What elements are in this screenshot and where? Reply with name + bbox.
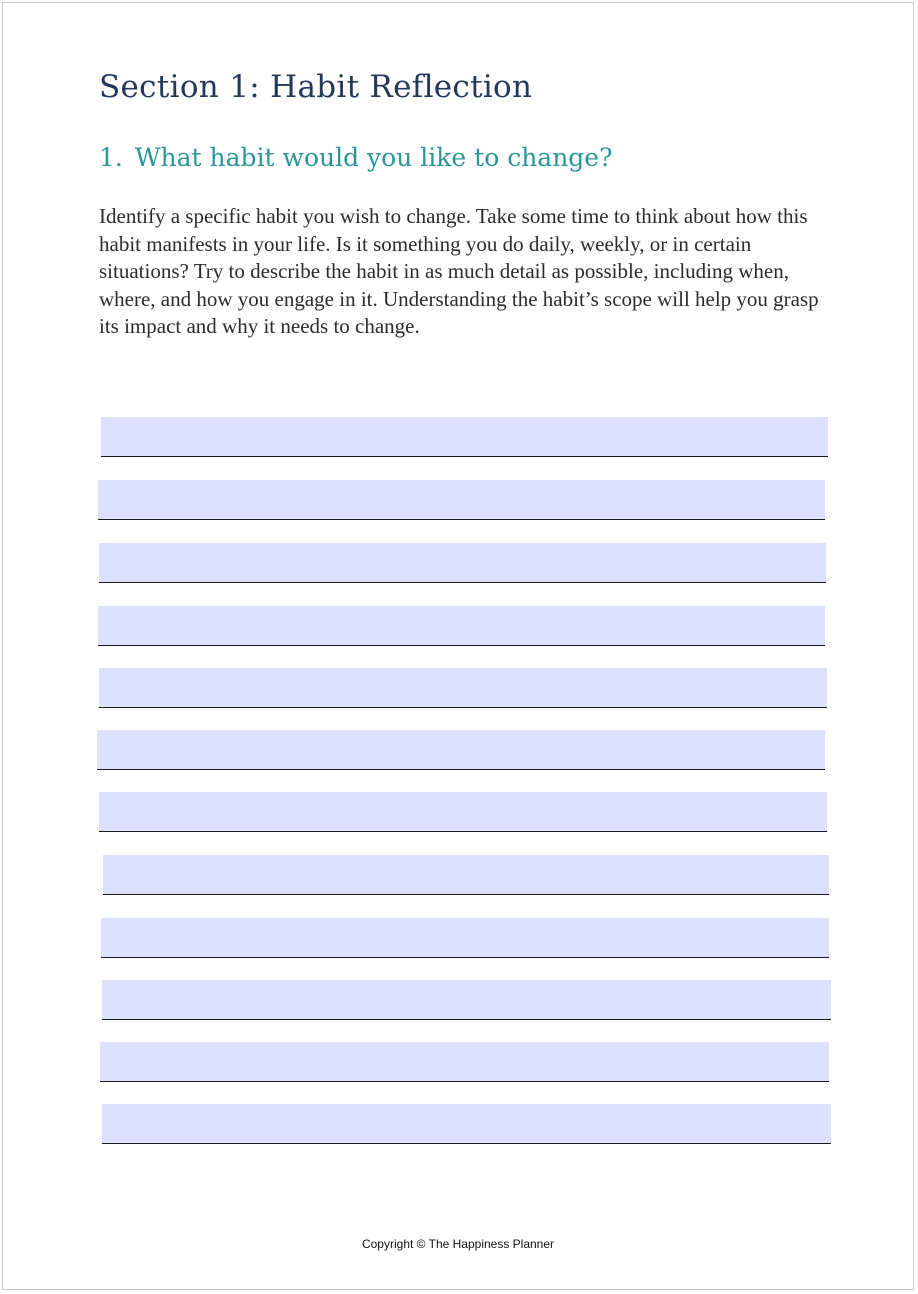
answer-field-7[interactable]	[99, 792, 827, 832]
section-title: Section 1: Habit Reflection	[99, 69, 533, 105]
answer-field-4[interactable]	[98, 606, 825, 646]
answer-field-10[interactable]	[102, 980, 831, 1020]
question-title: What habit would you like to change?	[134, 143, 613, 172]
answer-field-8[interactable]	[103, 855, 829, 895]
question-description: Identify a specific habit you wish to change. Take some time to think about how this habit manifests in your life. Is it something you do daily, weekly, or in certain situations? Try to describe the habit in as much detail as possible, including when, where, and how you engage in it. Understanding the habit’s scope will help you grasp its impact and why it needs to change.	[99, 204, 819, 339]
answer-field-1[interactable]	[101, 417, 828, 457]
answer-field-5[interactable]	[99, 668, 827, 708]
copyright-footer: Copyright © The Happiness Planner	[361, 1237, 555, 1251]
answer-field-9[interactable]	[101, 918, 829, 958]
worksheet-page	[2, 2, 914, 1290]
answer-field-6[interactable]	[97, 730, 825, 770]
answer-lines	[3, 3, 913, 1289]
answer-field-2[interactable]	[98, 480, 825, 520]
answer-field-3[interactable]	[99, 543, 826, 583]
answer-field-12[interactable]	[102, 1104, 831, 1144]
question-number: 1.	[99, 143, 123, 172]
answer-field-11[interactable]	[100, 1042, 829, 1082]
